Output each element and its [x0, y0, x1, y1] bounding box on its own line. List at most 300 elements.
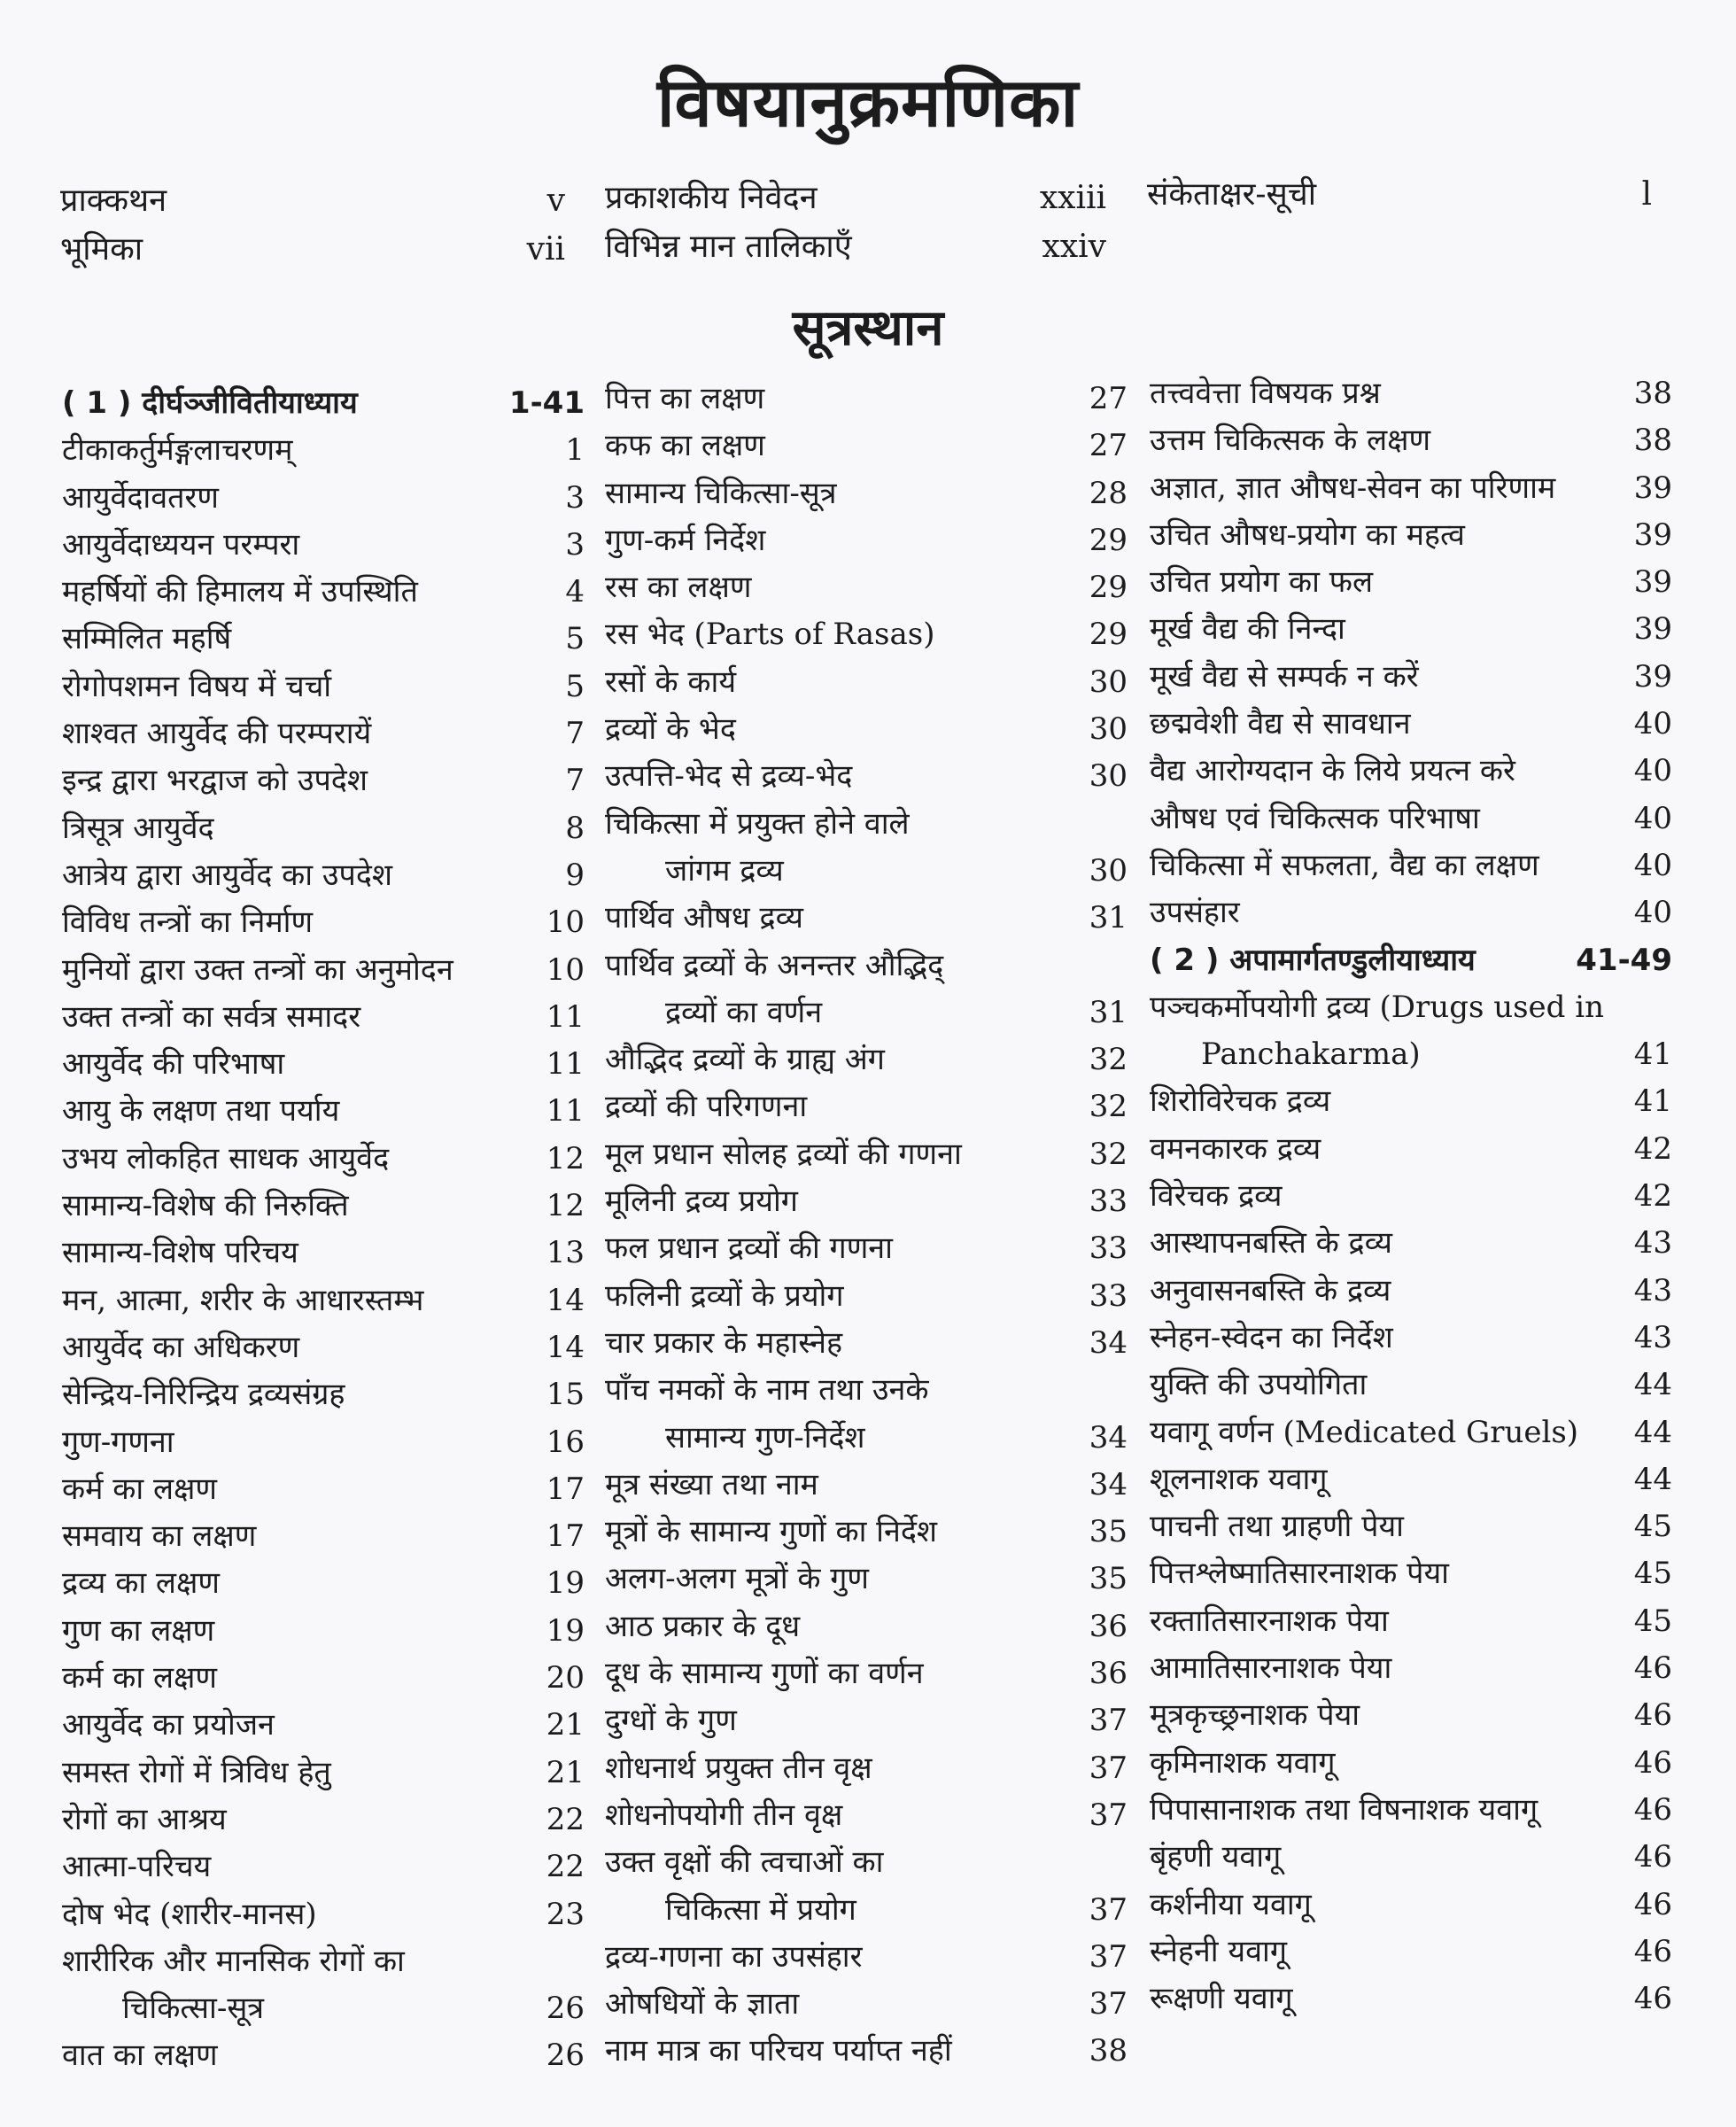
toc-entry	[1150, 512, 1672, 559]
toc-entry	[1150, 370, 1672, 417]
prelim-entry	[1147, 171, 1652, 219]
entry-title: ( 2 ) अपामार्गतण्डुलीयाध्याय	[1150, 942, 1476, 978]
toc-entry	[1150, 1550, 1672, 1597]
entry-page: 46	[1633, 1697, 1672, 1734]
entry-page: 39	[1633, 470, 1672, 506]
entry-page: 5	[565, 668, 585, 704]
entry-page: 21	[546, 1754, 585, 1790]
toc-entry	[62, 1797, 585, 1844]
entry-page: 42	[1633, 1178, 1672, 1215]
toc-entry	[62, 1702, 585, 1749]
toc-entry	[605, 1509, 1128, 1556]
entry-page: 41	[1633, 1083, 1672, 1120]
section-title: सूत्रस्थान	[792, 299, 944, 357]
chapter-heading	[62, 380, 585, 427]
toc-entry	[1150, 1173, 1672, 1220]
entry-page: 17	[546, 1518, 585, 1555]
entry-page: 33	[1089, 1277, 1128, 1314]
toc-entry	[62, 852, 585, 899]
entry-title: द्रव्य का लक्षण	[62, 1565, 220, 1602]
entry-page: 37	[1089, 1938, 1128, 1975]
entry-page: 39	[1633, 516, 1672, 553]
prelim-text: विभिन्न मान तालिकाएँ	[605, 229, 852, 265]
entry-title: आत्रेय द्वारा आयुर्वेद का उपदेश	[62, 857, 392, 893]
entry-page: 12	[546, 1188, 585, 1224]
entry-page: 38	[1089, 2033, 1128, 2069]
toc-entry	[62, 1655, 585, 1702]
entry-title: शोधनोपयोगी तीन वृक्ष	[605, 1797, 843, 1833]
entry-page: 17	[546, 1471, 585, 1507]
entry-title: आत्मा-परिचय	[62, 1849, 212, 1885]
entry-title: मूत्रों के सामान्य गुणों का निर्देश	[605, 1514, 938, 1550]
toc-entry	[62, 1891, 585, 1938]
entry-page: 40	[1633, 706, 1672, 742]
prelim-entry	[605, 175, 1106, 222]
entry-title: स्नेहनी यवागू	[1150, 1933, 1287, 1969]
toc-entry	[62, 710, 585, 757]
entry-title: शूलनाशक यवागू	[1150, 1461, 1328, 1497]
toc-entry	[605, 1697, 1128, 1744]
entry-title: युक्ति की उपयोगिता	[1150, 1367, 1368, 1403]
entry-page: 45	[1633, 1509, 1672, 1545]
entry-title: फलिनी द्रव्यों के प्रयोग	[605, 1277, 844, 1314]
entry-title: उचित औषध-प्रयोग का महत्व	[1150, 516, 1465, 553]
toc-entry	[605, 2028, 1128, 2075]
entry-title: आयु के लक्षण तथा पर्याय	[62, 1093, 340, 1129]
entry-page: 22	[546, 1849, 585, 1885]
entry-page: 12	[546, 1140, 585, 1176]
entry-title: नाम मात्र का परिचय पर्याप्त नहीं	[605, 2033, 952, 2069]
entry-title: रोगोपशमन विषय में चर्चा	[62, 668, 332, 704]
toc-entry	[1150, 1268, 1672, 1315]
entry-page: 46	[1633, 1839, 1672, 1875]
toc-entry	[605, 1462, 1128, 1509]
page-title: विषयानुक्रमणिका	[656, 63, 1080, 142]
toc-entry	[62, 899, 585, 946]
entry-page: 38	[1633, 376, 1672, 411]
entry-title: कर्म का लक्षण	[62, 1660, 217, 1696]
toc-entry	[1150, 1315, 1672, 1362]
entry-page: 46	[1633, 1933, 1672, 1969]
entry-page: 20	[546, 1660, 585, 1696]
toc-entry	[1150, 1787, 1672, 1834]
toc-entry	[1150, 654, 1672, 701]
toc-entry	[605, 1745, 1128, 1792]
toc-entry	[62, 427, 585, 474]
entry-page: 11	[546, 1093, 585, 1129]
toc-entry	[605, 564, 1128, 611]
entry-title: सामान्य-विशेष की निरुक्ति	[62, 1188, 349, 1224]
toc-entry	[62, 1938, 585, 2033]
entry-page: 14	[546, 1329, 585, 1365]
entry-title: तत्त्ववेत्ता विषयक प्रश्न	[1150, 376, 1381, 411]
entry-page: 34	[1089, 1466, 1128, 1502]
entry-title: औषध एवं चिकित्सक परिभाषा	[1150, 800, 1480, 836]
entry-page: 40	[1633, 800, 1672, 836]
entry-title: महर्षियों की हिमालय में उपस्थिति	[62, 574, 418, 610]
toc-entry	[62, 1750, 585, 1797]
entry-title: मुनियों द्वारा उक्त तन्त्रों का अनुमोदन	[62, 951, 453, 988]
entry-title: दोष भेद (शारीर-मानस)	[62, 1896, 317, 1932]
entry-title: द्रव्य-गणना का उपसंहार	[605, 1938, 863, 1975]
toc-entry	[62, 1041, 585, 1088]
entry-page: 15	[546, 1377, 585, 1413]
toc-entry	[62, 1324, 585, 1371]
entry-title: चिकित्सा में सफलता, वैद्य का लक्षण	[1150, 847, 1539, 883]
toc-column-3	[1150, 370, 1672, 2022]
entry-page: 34	[1089, 1324, 1128, 1361]
toc-entry	[605, 753, 1128, 800]
entry-title: दूध के सामान्य गुणों का वर्णन	[605, 1656, 924, 1692]
entry-page: 45	[1633, 1556, 1672, 1592]
toc-entry	[1150, 1409, 1672, 1456]
entry-title: उक्त वृक्षों की त्वचाओं का	[605, 1844, 884, 1881]
prelim-page: vii	[526, 231, 565, 268]
prelim-entry	[60, 226, 565, 274]
entry-page: 36	[1089, 1656, 1128, 1692]
entry-title: दुग्धों के गुण	[605, 1703, 737, 1739]
entry-title: कृमिनाशक यवागू	[1150, 1744, 1336, 1781]
toc-entry	[62, 475, 585, 522]
toc-entry	[1150, 984, 1672, 1079]
entry-title: मूर्ख वैद्य से सम्पर्क न करें	[1150, 658, 1419, 695]
toc-entry	[1150, 1598, 1672, 1645]
entry-page: 41-49	[1576, 942, 1672, 978]
toc-entry	[605, 1083, 1128, 1130]
toc-entry	[605, 706, 1128, 753]
entry-title: सेन्द्रिय-निरिन्द्रिय द्रव्यसंग्रह	[62, 1377, 345, 1413]
entry-title: औद्भिद द्रव्यों के ग्राह्य अंग	[605, 1042, 885, 1078]
entry-title: उत्पत्ति-भेद से द्रव्य-भेद	[605, 758, 853, 795]
entry-page: 19	[546, 1612, 585, 1649]
entry-page: 41	[1633, 1036, 1672, 1073]
toc-entry	[62, 947, 585, 994]
prelim-text: संकेताक्षर-सूची	[1147, 176, 1317, 213]
toc-entry	[62, 1608, 585, 1655]
toc-entry	[605, 1273, 1128, 1320]
entry-page: 23	[546, 1896, 585, 1932]
toc-entry	[1150, 1692, 1672, 1739]
entry-title: पिपासानाशक तथा विषनाशक यवागू	[1150, 1791, 1538, 1828]
toc-entry	[62, 1466, 585, 1513]
entry-title: अलग-अलग मूत्रों के गुण	[605, 1561, 869, 1597]
toc-entry	[1150, 1834, 1672, 1881]
toc-entry	[605, 1036, 1128, 1083]
entry-title: द्रव्यों के भेद	[605, 711, 736, 748]
entry-title: समस्त रोगों में त्रिविध हेतु	[62, 1754, 331, 1790]
entry-title-continued: सामान्य गुण-निर्देश	[665, 1419, 865, 1456]
entry-page: 35	[1089, 1514, 1128, 1550]
entry-page: 33	[1089, 1184, 1128, 1220]
entry-page: 39	[1633, 564, 1672, 601]
entry-page: 32	[1089, 1042, 1128, 1078]
entry-title: शोधनार्थ प्रयुक्त तीन वृक्ष	[605, 1750, 872, 1786]
toc-entry	[62, 1560, 585, 1607]
toc-entry	[1150, 417, 1672, 464]
entry-title: आमातिसारनाशक पेया	[1150, 1650, 1392, 1687]
entry-page: 7	[565, 716, 585, 752]
entry-title: कर्शनीया यवागू	[1150, 1886, 1312, 1922]
toc-entry	[1150, 1456, 1672, 1503]
toc-entry	[62, 616, 585, 663]
toc-entry	[62, 569, 585, 616]
entry-title: पार्थिव द्रव्यों के अनन्तर औद्भिद्	[605, 947, 944, 983]
entry-title: छद्मवेशी वैद्य से सावधान	[1150, 706, 1411, 742]
entry-page: 46	[1633, 1886, 1672, 1922]
entry-title: रक्तातिसारनाशक पेया	[1150, 1603, 1389, 1639]
entry-page: 5	[565, 621, 585, 657]
toc-column-2	[605, 376, 1128, 2076]
entry-title: अज्ञात, ज्ञात औषध-सेवन का परिणाम	[1150, 470, 1556, 506]
entry-page: 33	[1089, 1230, 1128, 1267]
entry-title-continued: द्रव्यों का वर्णन	[665, 994, 823, 1030]
entry-page: 37	[1089, 1797, 1128, 1833]
entry-title: शाश्वत आयुर्वेद की परम्परायें	[62, 716, 372, 752]
toc-entry	[605, 470, 1128, 517]
entry-title: उभय लोकहित साधक आयुर्वेद	[62, 1140, 390, 1176]
entry-title: त्रिसूत्र आयुर्वेद	[62, 810, 214, 846]
entry-title: द्रव्यों की परिगणना	[605, 1089, 808, 1125]
entry-title: आयुर्वेद की परिभाषा	[62, 1046, 285, 1083]
entry-title: रस भेद (Parts of Rasas)	[605, 617, 935, 653]
toc-entry	[1150, 701, 1672, 748]
entry-title: स्नेहन-स्वेदन का निर्देश	[1150, 1319, 1393, 1355]
toc-entry	[1150, 748, 1672, 795]
entry-title: मूर्ख वैद्य की निन्दा	[1150, 611, 1345, 648]
entry-page: 37	[1089, 1750, 1128, 1786]
toc-entry	[1150, 1503, 1672, 1550]
entry-page: 31	[1089, 900, 1128, 936]
entry-title: आस्थापनबस्ति के द्रव्य	[1150, 1225, 1392, 1261]
chapter-heading	[1150, 937, 1672, 984]
entry-page: 29	[1089, 617, 1128, 653]
toc-entry	[62, 805, 585, 852]
entry-title: पाँच नमकों के नाम तथा उनके	[605, 1372, 929, 1409]
toc-entry	[62, 664, 585, 710]
entry-title: कर्म का लक्षण	[62, 1471, 217, 1507]
entry-page: 30	[1089, 758, 1128, 795]
entry-title: मूल प्रधान सोलह द्रव्यों की गणना	[605, 1136, 962, 1172]
entry-title: कफ का लक्षण	[605, 428, 765, 464]
entry-title: शारीरिक और मानसिक रोगों का	[62, 1943, 405, 1979]
prelim-text: प्रकाशकीय निवेदन	[605, 180, 818, 216]
entry-title: विरेचक द्रव्य	[1150, 1178, 1283, 1215]
entry-page: 34	[1089, 1419, 1128, 1456]
toc-entry	[62, 1844, 585, 1890]
toc-entry	[62, 1088, 585, 1135]
entry-page: 39	[1633, 611, 1672, 648]
entry-page: 27	[1089, 428, 1128, 464]
entry-page: 28	[1089, 475, 1128, 511]
toc-entry	[605, 1650, 1128, 1697]
entry-page: 44	[1633, 1461, 1672, 1497]
entry-page: 3	[565, 479, 585, 516]
entry-title: वात का लक्षण	[62, 2038, 218, 2074]
prelim-page: xxiv	[1042, 229, 1106, 265]
entry-page: 46	[1633, 1791, 1672, 1828]
toc-entry	[62, 522, 585, 569]
toc-entry	[605, 1603, 1128, 1650]
entry-page: 46	[1633, 1650, 1672, 1687]
entry-title: पञ्चकर्मोपयोगी द्रव्य (Drugs used in	[1150, 989, 1605, 1025]
entry-title: उक्त तन्त्रों का सर्वत्र समादर	[62, 998, 361, 1035]
entry-title: गुण का लक्षण	[62, 1612, 215, 1649]
toc-entry	[62, 1419, 585, 1466]
entry-page: 36	[1089, 1608, 1128, 1644]
entry-page: 40	[1633, 847, 1672, 883]
entry-title: आठ प्रकार के दूध	[605, 1608, 801, 1644]
toc-entry	[605, 1320, 1128, 1367]
entry-page: 29	[1089, 522, 1128, 558]
entry-page: 35	[1089, 1561, 1128, 1597]
entry-title: फल प्रधान द्रव्यों की गणना	[605, 1230, 893, 1267]
toc-entry	[62, 1277, 585, 1324]
prelim-page: xxiii	[1039, 180, 1106, 216]
toc-entry	[605, 1367, 1128, 1462]
entry-page: 14	[546, 1282, 585, 1318]
entry-title: विविध तन्त्रों का निर्माण	[62, 904, 314, 941]
entry-title: ( 1 ) दीर्घञ्जीवितीयाध्याय	[62, 385, 358, 421]
entry-page: 26	[546, 2038, 585, 2074]
entry-page: 32	[1089, 1136, 1128, 1172]
toc-entry	[605, 943, 1128, 1037]
toc-entry	[1150, 1645, 1672, 1692]
entry-title: यवागू वर्णन (Medicated Gruels)	[1150, 1414, 1579, 1450]
entry-page: 26	[546, 1991, 585, 2027]
entry-page: 40	[1633, 753, 1672, 789]
entry-title: चिकित्सा में प्रयुक्त होने वाले	[605, 805, 910, 842]
entry-title: उत्तम चिकित्सक के लक्षण	[1150, 423, 1431, 459]
entry-title: आयुर्वेदावतरण	[62, 479, 220, 516]
entry-page: 43	[1633, 1319, 1672, 1355]
entry-title: वमनकारक द्रव्य	[1150, 1130, 1321, 1167]
entry-page: 19	[546, 1565, 585, 1602]
entry-page: 32	[1089, 1089, 1128, 1125]
toc-entry	[605, 611, 1128, 658]
entry-page: 43	[1633, 1272, 1672, 1308]
entry-title: वैद्य आरोग्यदान के लिये प्रयत्न करे	[1150, 753, 1515, 789]
entry-page: 29	[1089, 570, 1128, 606]
entry-page: 8	[565, 810, 585, 846]
entry-title: पार्थिव औषध द्रव्य	[605, 900, 803, 936]
entry-title: गुण-गणना	[62, 1424, 174, 1460]
prelim-page: l	[1641, 176, 1652, 213]
entry-title: सामान्य-विशेष परिचय	[62, 1235, 298, 1271]
entry-title: इन्द्र द्वारा भरद्वाज को उपदेश	[62, 763, 368, 799]
toc-entry	[62, 1136, 585, 1183]
toc-entry	[1150, 606, 1672, 653]
entry-title: आयुर्वेदाध्ययन परम्परा	[62, 526, 300, 563]
entry-title: टीकाकर्तुर्मङ्गलाचरणम्	[62, 432, 293, 469]
entry-title: गुण-कर्म निर्देश	[605, 522, 766, 558]
entry-title: अनुवासनबस्ति के द्रव्य	[1150, 1272, 1391, 1308]
prelim-entry	[605, 223, 1106, 271]
entry-page: 45	[1633, 1603, 1672, 1639]
toc-entry	[1150, 465, 1672, 512]
toc-entry	[1150, 1929, 1672, 1976]
entry-title: बृंहणी यवागू	[1150, 1839, 1282, 1875]
prelim-page: v	[546, 182, 565, 219]
entry-page: 38	[1633, 423, 1672, 459]
toc-entry	[605, 1839, 1128, 1934]
prelim-text: भूमिका	[60, 231, 143, 268]
entry-page: 46	[1633, 1744, 1672, 1781]
toc-entry	[605, 659, 1128, 706]
toc-entry	[62, 1183, 585, 1230]
entry-page: 30	[1089, 711, 1128, 748]
toc-entry	[1150, 559, 1672, 606]
toc-entry	[62, 757, 585, 804]
entry-page: 10	[546, 951, 585, 988]
entry-page: 43	[1633, 1225, 1672, 1261]
entry-title: मूलिनी द्रव्य प्रयोग	[605, 1184, 798, 1220]
toc-entry	[605, 895, 1128, 942]
entry-title: चार प्रकार के महास्नेह	[605, 1324, 843, 1361]
entry-title: पाचनी तथा ग्राहणी पेया	[1150, 1509, 1404, 1545]
entry-page: 1	[565, 432, 585, 469]
entry-page: 37	[1089, 1986, 1128, 2022]
toc-entry	[1150, 889, 1672, 936]
toc-entry	[1150, 1126, 1672, 1173]
entry-page: 31	[1089, 994, 1128, 1030]
toc-entry	[605, 1178, 1128, 1225]
toc-entry	[605, 423, 1128, 470]
toc-column-1	[62, 380, 585, 2080]
entry-page: 1-41	[508, 385, 585, 421]
entry-page: 46	[1633, 1981, 1672, 2017]
toc-entry	[1150, 1220, 1672, 1267]
entry-title: सम्मिलित महर्षि	[62, 621, 232, 657]
entry-page: 27	[1089, 381, 1128, 416]
entry-title: रोगों का आश्रय	[62, 1801, 227, 1837]
toc-entry	[605, 1981, 1128, 2028]
entry-title: उचित प्रयोग का फल	[1150, 564, 1374, 601]
entry-page: 30	[1089, 852, 1128, 889]
entry-title: आयुर्वेद का प्रयोजन	[62, 1707, 275, 1743]
entry-title-continued: चिकित्सा में प्रयोग	[665, 1891, 856, 1928]
entry-title: रस का लक्षण	[605, 570, 752, 606]
entry-page: 42	[1633, 1130, 1672, 1167]
entry-page: 40	[1633, 895, 1672, 931]
entry-page: 44	[1633, 1367, 1672, 1403]
entry-page: 39	[1633, 658, 1672, 695]
entry-page: 22	[546, 1801, 585, 1837]
toc-entry	[605, 517, 1128, 564]
toc-entry	[605, 1131, 1128, 1178]
toc-entry	[605, 1225, 1128, 1272]
entry-title: शिरोविरेचक द्रव्य	[1150, 1083, 1331, 1120]
toc-entry	[1150, 1078, 1672, 1125]
prelim-text: प्राक्कथन	[60, 182, 167, 219]
entry-title: मूत्रकृच्छ्रनाशक पेया	[1150, 1697, 1360, 1734]
toc-entry	[1150, 796, 1672, 842]
entry-title: पित्तश्लेष्मातिसारनाशक पेया	[1150, 1556, 1449, 1592]
toc-entry	[1150, 1362, 1672, 1409]
entry-title: ओषधियों के ज्ञाता	[605, 1986, 800, 2022]
entry-page: 30	[1089, 664, 1128, 700]
toc-entry	[1150, 1740, 1672, 1787]
toc-entry	[605, 1556, 1128, 1603]
entry-page: 37	[1089, 1703, 1128, 1739]
toc-entry	[62, 994, 585, 1041]
entry-page: 13	[546, 1235, 585, 1271]
toc-entry	[62, 1371, 585, 1418]
entry-page: 11	[546, 1046, 585, 1083]
entry-title-continued: जांगम द्रव्य	[665, 852, 784, 889]
toc-entry	[605, 376, 1128, 423]
toc-entry	[1150, 842, 1672, 889]
entry-page: 4	[565, 574, 585, 610]
